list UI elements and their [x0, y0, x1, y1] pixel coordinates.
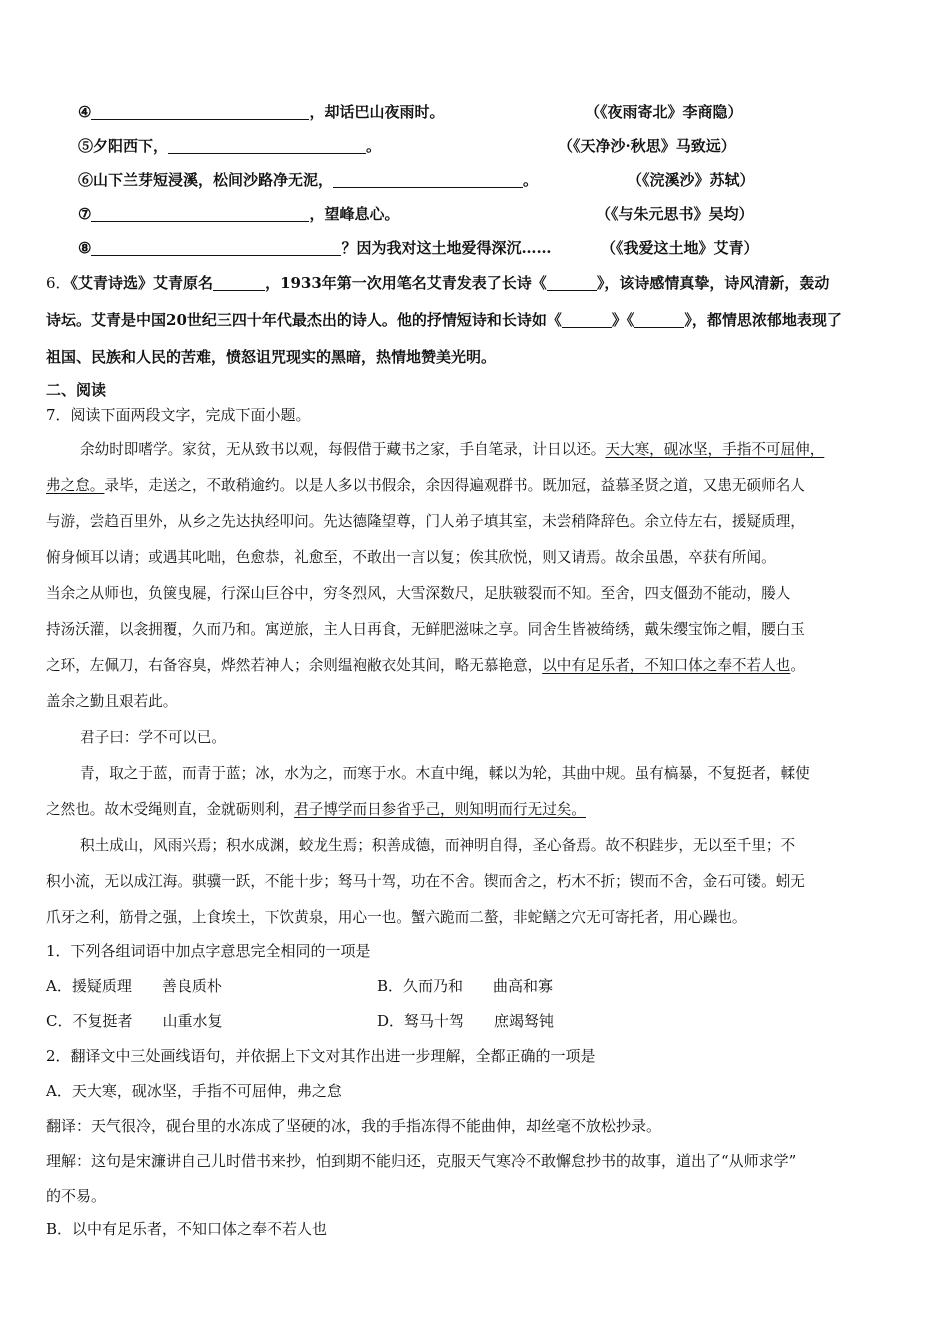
poem-line-8: ⑧ ？因为我对这土地爱得深沉…… — [78, 239, 552, 257]
answer-blank[interactable] — [168, 138, 366, 154]
option-c[interactable]: C．不复挺者 山重水复 — [46, 1012, 223, 1030]
question-7: 7．阅读下面两段文字，完成下面小题。 — [46, 406, 311, 424]
option-b[interactable]: B．久而乃和 曲高和寡 — [377, 977, 554, 995]
q6-line-2: 诗坛。艾青是中国20世纪三四十年代最杰出的诗人。他的抒情短诗和长诗如《 》《 》，都情思浓郁地表现了 — [46, 311, 842, 329]
passage2-line: 青，取之于蓝，而青于蓝；冰，水为之，而寒于水。木直中绳，輮以为轮，其曲中规。虽有槁暴，不复挺者，輮使 — [80, 765, 810, 782]
item-number: ④ — [78, 103, 92, 121]
underlined-sentence: 以中有足乐者，不知口体之奉不若人也 — [542, 657, 791, 674]
poem-source: （《我爱这土地》艾青） — [601, 239, 759, 257]
subquestion-1-stem: 1．下列各组词语中加点字意思完全相同的一项是 — [46, 942, 371, 960]
q6-line-3: 祖国、民族和人民的苦难，愤怒诅咒现实的黑暗，热情地赞美光明。 — [46, 348, 497, 366]
translation-text: 翻译：天气很冷，砚台里的水冻成了坚硬的冰，我的手指冻得不能曲伸，却丝毫不放松抄录。 — [46, 1117, 662, 1135]
poem-source: （《夜雨寄北》李商隐） — [585, 103, 743, 121]
item-number: ⑦ — [78, 205, 92, 223]
poem-line-4: ④ ，却话巴山夜雨时。 — [78, 103, 445, 121]
poem-source: （《浣溪沙》苏轼） — [627, 171, 755, 189]
underlined-sentence: 天大寒，砚冰坚，手指不可屈伸， — [605, 441, 825, 458]
answer-blank[interactable] — [213, 275, 265, 291]
passage2-line: 爪牙之利，筋骨之强，上食埃土，下饮黄泉，用心一也。蟹六跪而二螯，非蛇鳝之穴无可寄托者，用心躁也。 — [46, 909, 747, 926]
item-number: ⑥ — [78, 171, 94, 189]
question-number: 6． — [46, 274, 71, 292]
answer-blank[interactable] — [91, 104, 309, 120]
section-heading: 二、阅读 — [46, 381, 107, 399]
option-b[interactable]: B．以中有足乐者，不知口体之奉不若人也 — [46, 1220, 328, 1238]
underlined-sentence: 弗之怠。 — [46, 477, 105, 494]
option-a[interactable]: A．天大寒，砚冰坚，手指不可屈伸，弗之怠 — [46, 1082, 342, 1100]
passage1-line: 持汤沃灌，以衾拥覆，久而乃和。寓逆旅，主人日再食，无鲜肥滋味之享。同舍生皆被绮绣，戴朱缨宝饰之帽，腰白玉 — [46, 621, 805, 638]
passage1-line: 当余之从师也，负箧曳屣，行深山巨谷中，穷冬烈风，大雪深数尺，足肤皲裂而不知。至舍，四支僵劲不能动，媵人 — [46, 585, 791, 602]
poem-source: （《天净沙·秋思》马致远） — [558, 137, 736, 155]
poem-source: （《与朱元思书》吴均） — [596, 205, 754, 223]
understanding-text: 理解：这句是宋濂讲自己儿时借书来抄，怕到期不能归还，克服天气寒冷不敢懈怠抄书的故事，道出了“从师求学” — [46, 1152, 797, 1170]
poem-line-6: ⑥山下兰芽短浸溪，松间沙路净无泥， 。 — [78, 171, 539, 189]
answer-blank[interactable] — [562, 312, 612, 328]
passage1-line: 余幼时即嗜学。家贫，无从致书以观，每假借于藏书之家，手自笔录，计日以还。天大寒，砚冰坚，手指不可屈伸， — [80, 441, 825, 458]
underlined-sentence: 君子博学而日参省乎己，则知明而行无过矣。 — [294, 801, 586, 818]
answer-blank[interactable] — [91, 240, 341, 256]
answer-blank[interactable] — [547, 275, 597, 291]
answer-blank[interactable] — [333, 172, 523, 188]
poem-line-5: ⑤夕阳西下， 。 — [78, 137, 382, 155]
answer-blank[interactable] — [91, 206, 309, 222]
option-a[interactable]: A．援疑质理 善良质朴 — [46, 977, 222, 995]
passage2-line: 之然也。故木受绳则直，金就砺则利，君子博学而日参省乎己，则知明而行无过矣。 — [46, 801, 586, 818]
understanding-text: 的不易。 — [46, 1187, 107, 1205]
subquestion-2-stem: 2．翻译文中三处画线语句，并依据上下文对其作出进一步理解，全都正确的一项是 — [46, 1047, 596, 1065]
passage1-line: 与游，尝趋百里外，从乡之先达执经叩问。先达德隆望尊，门人弟子填其室，未尝稍降辞色。余立侍左右，援疑质理， — [46, 513, 805, 530]
item-number: ⑧ — [78, 239, 92, 257]
option-d[interactable]: D．驽马十驾 庶竭驽钝 — [377, 1012, 555, 1030]
q6-line-1: 6．《艾青诗选》艾青原名 ，1933年第一次用笔名艾青发表了长诗《 》，该诗感情真挚，诗风清新，轰动 — [46, 274, 830, 292]
answer-blank[interactable] — [634, 312, 684, 328]
item-number: ⑤ — [78, 137, 94, 155]
poem-line-7: ⑦ ，望峰息心。 — [78, 205, 400, 223]
passage2-line: 积土成山，风雨兴焉；积水成渊，蛟龙生焉；积善成德，而神明自得，圣心备焉。故不积跬步，无以至千里；不 — [80, 837, 796, 854]
passage1-line: 盖余之勤且艰若此。 — [46, 693, 178, 710]
passage2-line: 君子曰：学不可以已。 — [80, 729, 226, 746]
passage2-line: 积小流，无以成江海。骐骥一跃，不能十步；驽马十驾，功在不舍。锲而舍之，朽木不折；锲而不舍，金石可镂。蚓无 — [46, 873, 805, 890]
passage1-line: 弗之怠。录毕，走送之，不敢稍逾约。以是人多以书假余，余因得遍观群书。既加冠，益慕圣贤之道，又患无硕师名人 — [46, 477, 805, 494]
passage1-line: 俯身倾耳以请；或遇其叱咄，色愈恭，礼愈至，不敢出一言以复；俟其欣悦，则又请焉。故余虽愚，卒获有所闻。 — [46, 549, 776, 566]
passage1-line: 之环，左佩刀，右备容臭，烨然若神人；余则缊袍敝衣处其间，略无慕艳意，以中有足乐者，不知口体之奉不若人也。 — [46, 657, 805, 674]
